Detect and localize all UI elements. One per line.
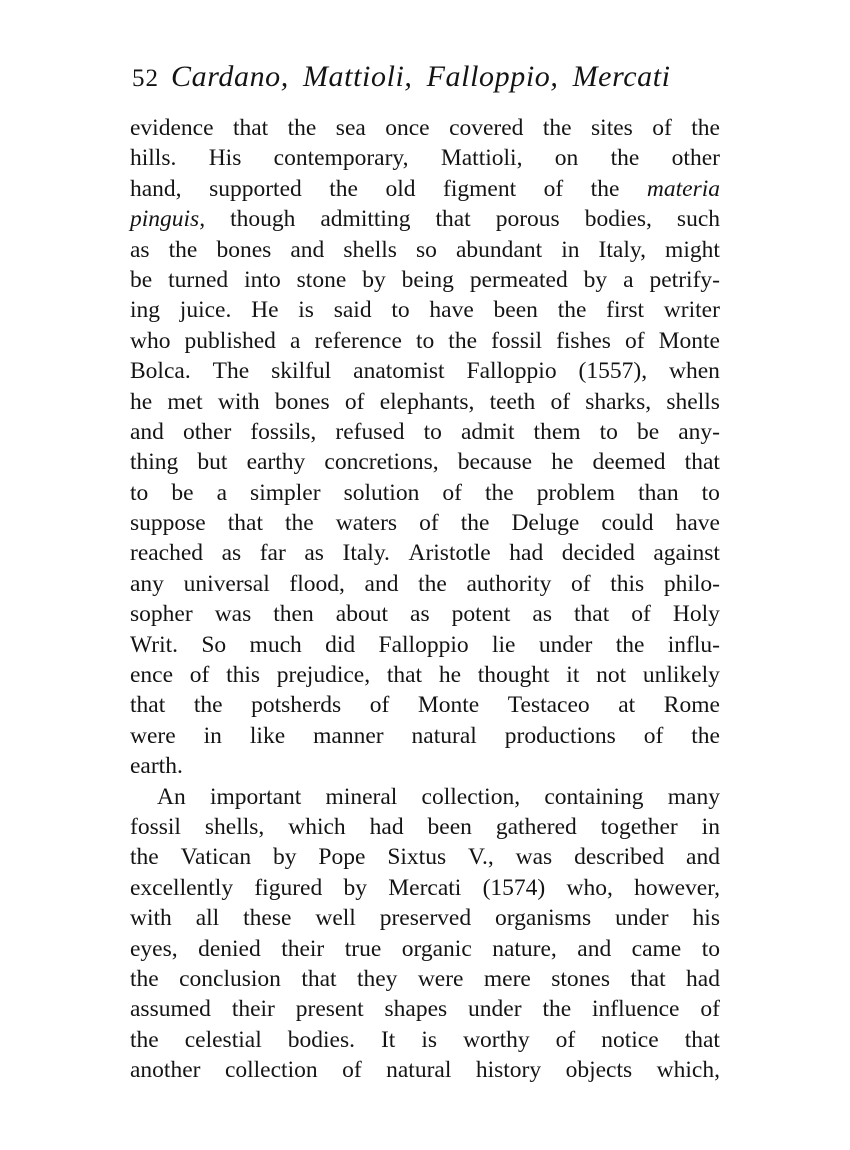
text-line: the celestial bodies. It is worthy of notice that bbox=[130, 1026, 720, 1053]
text-line: as the bones and shells so abundant in Italy, might bbox=[130, 236, 720, 263]
text-line: ence of this prejudice, that he thought it not unlikely bbox=[130, 662, 720, 689]
text-line: eyes, denied their true organic nature, and came to bbox=[130, 935, 720, 962]
text-line: An important mineral collection, containing many bbox=[157, 783, 720, 810]
text-line: earth. bbox=[130, 753, 183, 780]
text-line: Writ. So much did Falloppio lie under the influ- bbox=[130, 631, 720, 658]
text-line: and other fossils, refused to admit them to be any- bbox=[130, 418, 720, 445]
body-text bbox=[130, 113, 720, 1086]
text-line: fossil shells, which had been gathered together in bbox=[130, 813, 720, 840]
text-line: excellently figured by Mercati (1574) who, however, bbox=[130, 874, 720, 901]
text-line: to be a simpler solution of the problem than to bbox=[130, 479, 720, 506]
text-line: be turned into stone by being permeated by a petrify- bbox=[130, 266, 720, 293]
page-number: 52 bbox=[132, 65, 159, 92]
text-line: Bolca. The skilful anatomist Falloppio (1557), when bbox=[130, 358, 720, 385]
text-line: he met with bones of elephants, teeth of sharks, shells bbox=[130, 388, 720, 415]
text-line: ing juice. He is said to have been the first writer bbox=[130, 297, 720, 324]
text-line: were in like manner natural productions of the bbox=[130, 722, 720, 749]
text-line: the conclusion that they were mere stones that had bbox=[130, 965, 720, 992]
text-line: sopher was then about as potent as that of Holy bbox=[130, 601, 720, 628]
running-title: Cardano, Mattioli, Falloppio, Mercati bbox=[171, 60, 671, 93]
text-line: assumed their present shapes under the influence of bbox=[130, 996, 720, 1023]
running-head bbox=[132, 60, 732, 110]
text-line: hills. His contemporary, Mattioli, on the other bbox=[130, 145, 720, 172]
text-line: that the potsherds of Monte Testaceo at Rome bbox=[130, 692, 720, 719]
text-line: hand, supported the old figment of the materia bbox=[130, 175, 720, 202]
text-line: who published a reference to the fossil fishes of Monte bbox=[130, 327, 720, 354]
text-line: pinguis, though admitting that porous bodies, such bbox=[130, 206, 720, 233]
text-line: with all these well preserved organisms under his bbox=[130, 905, 720, 932]
text-line: any universal flood, and the authority of this philo- bbox=[130, 570, 720, 597]
text-line: suppose that the waters of the Deluge could have bbox=[130, 510, 720, 537]
text-line: the Vatican by Pope Sixtus V., was described and bbox=[130, 844, 720, 871]
text-line: another collection of natural history objects which, bbox=[130, 1057, 720, 1084]
text-line: evidence that the sea once covered the sites of the bbox=[130, 115, 720, 141]
text-line: reached as far as Italy. Aristotle had decided against bbox=[130, 540, 720, 567]
text-line: thing but earthy concretions, because he deemed that bbox=[130, 449, 720, 476]
